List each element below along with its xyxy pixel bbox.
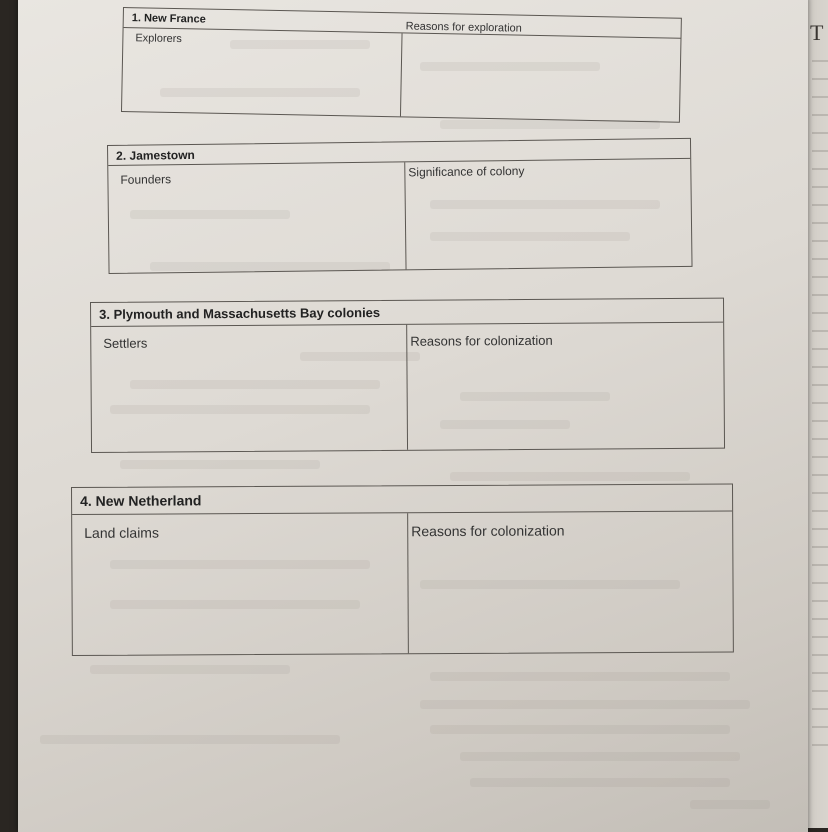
column-label-significance: Significance of colony xyxy=(408,163,525,180)
column-label-settlers: Settlers xyxy=(103,335,148,351)
column-label-founders: Founders xyxy=(120,172,172,187)
next-page-text-marks xyxy=(812,60,828,760)
section-jamestown xyxy=(107,138,693,274)
column-label-reasons: Reasons for exploration xyxy=(405,20,522,35)
next-page-letter: T xyxy=(810,20,824,45)
column-label-reasons: Reasons for colonization xyxy=(411,522,565,540)
column-divider xyxy=(407,513,409,653)
column-label-explorers: Explorers xyxy=(135,32,182,46)
section-title: 1. New France xyxy=(124,8,681,39)
section-plymouth-massachusetts xyxy=(90,298,725,453)
section-title: 3. Plymouth and Massachusetts Bay colonies xyxy=(91,299,723,327)
column-divider xyxy=(404,162,406,269)
column-divider xyxy=(400,33,403,116)
section-title: 2. Jamestown xyxy=(108,139,690,166)
section-new-france xyxy=(121,7,682,123)
section-new-netherland xyxy=(71,484,734,656)
column-label-reasons: Reasons for colonization xyxy=(410,332,553,349)
column-divider xyxy=(406,325,408,450)
section-title: 4. New Netherland xyxy=(72,485,732,515)
column-label-land-claims: Land claims xyxy=(84,524,159,541)
